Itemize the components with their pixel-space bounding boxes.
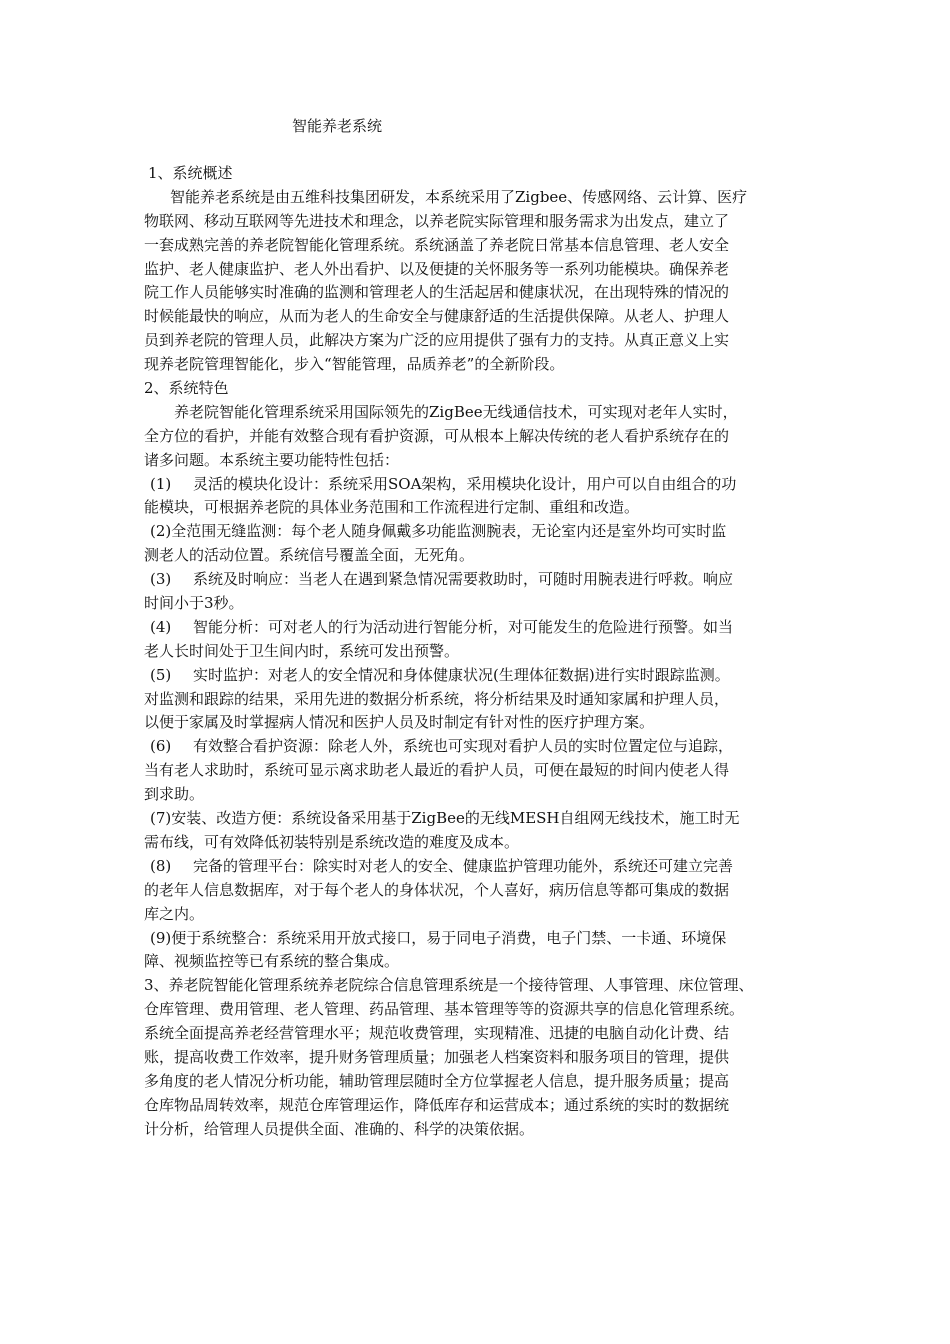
item-text: 灵活的模块化设计：系统采用SOA架构，采用模块化设计，用户可以自由组合的功: [193, 474, 737, 493]
item-number: (4): [150, 617, 172, 636]
document-title: 智能养老系统: [292, 117, 383, 135]
paragraph-line: 系统全面提高养老经营管理水平；规范收费管理，实现精准、迅捷的电脑自动化计费、结: [144, 1024, 730, 1043]
item-text: 智能分析：可对老人的行为活动进行智能分析，对可能发生的危险进行预警。如当: [193, 617, 734, 636]
item-continuation: 能模块，可根据养老院的具体业务范围和工作流程进行定制、重组和改造。: [144, 498, 640, 517]
document-body: [144, 162, 834, 1142]
paragraph-line: 监护、老人健康监护、老人外出看护、以及便捷的关怀服务等一系列功能模块。确保养老: [144, 259, 730, 278]
item-continuation: 需布线，可有效降低初装特别是系统改造的难度及成本。: [144, 832, 520, 851]
item-continuation: 以便于家属及时掌握病人情况和医护人员及时制定有针对性的医疗护理方案。: [144, 713, 655, 732]
feature-item-6: [144, 735, 834, 759]
feature-item-5: [144, 664, 834, 688]
item-continuation: 老人长时间处于卫生间内时，系统可发出预警。: [144, 641, 460, 660]
paragraph-line: 一套成熟完善的养老院智能化管理系统。系统涵盖了养老院日常基本信息管理、老人安全: [144, 235, 730, 254]
paragraph-line: 计分析，给管理人员提供全面、准确的、科学的决策依据。: [144, 1119, 535, 1138]
paragraph-line: 院工作人员能够实时准确的监测和管理老人的生活起居和健康状况，在出现特殊的情况的: [144, 283, 730, 302]
item-text: 系统及时响应：当老人在遇到紧急情况需要救助时，可随时用腕表进行呼救。响应: [193, 570, 734, 589]
paragraph-line: 现养老院管理智能化，步入“智能管理，品质养老”的全新阶段。: [144, 355, 565, 374]
feature-item-3: [144, 568, 834, 592]
item-continuation: 库之内。: [144, 904, 205, 923]
feature-item-4: [144, 616, 834, 640]
item-number: (1): [150, 474, 172, 493]
section-1-heading: 1、系统概述: [148, 164, 233, 182]
paragraph-line: 全方位的看护，并能有效整合现有看护资源，可从根本上解决传统的老人看护系统存在的: [144, 426, 730, 445]
item-text: 实时监护：对老人的安全情况和身体健康状况(生理体征数据)进行实时跟踪监测。: [193, 665, 730, 684]
section-3-heading: 3、养老院智能化管理系统养老院综合信息管理系统是一个接待管理、人事管理、床位管理、: [144, 976, 754, 995]
paragraph-line: 养老院智能化管理系统采用国际领先的ZigBee无线通信技术，可实现对老年人实时，: [174, 402, 738, 421]
item-continuation: 当有老人求助时，系统可显示离求助老人最近的看护人员，可便在最短的时间内使老人得: [144, 761, 730, 780]
item-number: (3): [150, 570, 172, 589]
item-continuation: 时间小于3秒。: [144, 594, 244, 613]
paragraph-line: 多角度的老人情况分析功能，辅助管理层随时全方位掌握老人信息，提升服务质量；提高: [144, 1071, 730, 1090]
paragraph-line: 时候能最快的响应，从而为老人的生命安全与健康舒适的生活提供保障。从老人、护理人: [144, 307, 730, 326]
section-2-heading: 2、系统特色: [144, 379, 229, 398]
item-text: 完备的管理平台：除实时对老人的安全、健康监护管理功能外，系统还可建立完善: [193, 856, 734, 875]
item-continuation: 测老人的活动位置。系统信号覆盖全面，无死角。: [144, 546, 475, 565]
feature-item-7: (7)安装、改造方便：系统设备采用基于ZigBee的无线MESH自组网无线技术，施工时无: [150, 809, 740, 828]
item-number: (8): [150, 856, 172, 875]
item-number: (5): [150, 665, 172, 684]
item-text: 有效整合看护资源：除老人外，系统也可实现对看护人员的实时位置定位与追踪，: [193, 737, 734, 756]
feature-item-1: [144, 473, 834, 497]
paragraph-line: 智能养老系统是由五维科技集团研发，本系统采用了Zigbee、传感网络、云计算、医疗: [170, 187, 748, 206]
feature-item-8: [144, 855, 834, 879]
item-continuation: 对监测和跟踪的结果，采用先进的数据分析系统，将分析结果及时通知家属和护理人员，: [144, 689, 730, 708]
feature-item-9: (9)便于系统整合：系统采用开放式接口，易于同电子消费，电子门禁、一卡通、环境保: [150, 928, 727, 947]
item-continuation: 障、视频监控等已有系统的整合集成。: [144, 952, 400, 971]
paragraph-line: 物联网、移动互联网等先进技术和理念，以养老院实际管理和服务需求为出发点，建立了: [144, 211, 730, 230]
paragraph-line: 诸多问题。本系统主要功能特性包括：: [144, 450, 400, 469]
paragraph-line: 账，提高收费工作效率，提升财务管理质量；加强老人档案资料和服务项目的管理，提供: [144, 1047, 730, 1066]
paragraph-line: 仓库物品周转效率，规范仓库管理运作，降低库存和运营成本；通过系统的实时的数据统: [144, 1095, 730, 1114]
paragraph-line: 员到养老院的管理人员，此解决方案为广泛的应用提供了强有力的支持。从真正意义上实: [144, 331, 730, 350]
item-continuation: 到求助。: [144, 785, 205, 804]
item-number: (6): [150, 737, 172, 756]
item-continuation: 的老年人信息数据库，对于每个老人的身体状况，个人喜好，病历信息等都可集成的数据: [144, 880, 730, 899]
feature-item-2: (2)全范围无缝监测：每个老人随身佩戴多功能监测腕表，无论室内还是室外均可实时监: [150, 522, 727, 541]
paragraph-line: 仓库管理、费用管理、老人管理、药品管理、基本管理等等的资源共享的信息化管理系统。: [144, 1000, 745, 1019]
